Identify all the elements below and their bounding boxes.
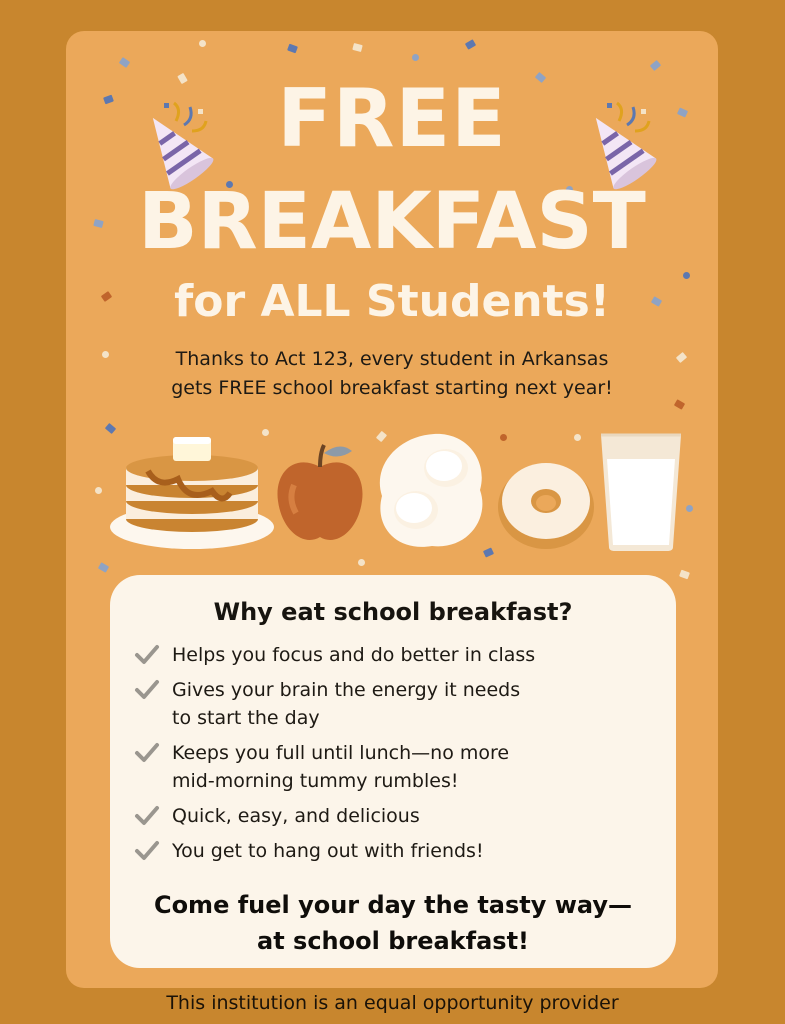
confetti [352, 43, 363, 52]
benefit-text-continued: to start the day [172, 707, 320, 729]
pancakes-icon [108, 431, 278, 556]
benefits-list [134, 641, 654, 872]
confetti-dot [683, 272, 690, 279]
title-free: FREE [277, 72, 507, 165]
confetti [465, 39, 476, 50]
donut-icon [496, 455, 596, 551]
confetti [650, 60, 661, 71]
benefits-panel [110, 575, 676, 968]
check-icon [134, 839, 160, 861]
confetti [98, 562, 109, 573]
closing-line: Come fuel your day the tasty way— [153, 891, 633, 919]
benefit-text-continued: mid-morning tummy rumbles! [172, 770, 459, 792]
intro-line: Thanks to Act 123, every student in Arkansas [175, 348, 609, 370]
benefit-text: Helps you focus and do better in class [172, 644, 536, 666]
confetti-dot [412, 54, 419, 61]
intro-line: gets FREE school breakfast starting next year! [171, 377, 613, 399]
list-item [134, 837, 654, 865]
check-icon [134, 643, 160, 665]
closing-message [120, 887, 666, 959]
confetti-dot [500, 434, 507, 441]
title-breakfast: BREAKFAST [138, 177, 646, 267]
benefits-title: Why eat school breakfast? [213, 598, 573, 626]
list-item [134, 739, 654, 795]
confetti-dot [358, 559, 365, 566]
check-icon [134, 804, 160, 826]
confetti-dot [199, 40, 206, 47]
title-subheading: for ALL Students! [174, 276, 610, 327]
eggs-icon [372, 426, 492, 556]
benefit-text: Gives your brain the energy it needs [172, 679, 521, 701]
benefit-text: Quick, easy, and delicious [172, 805, 420, 827]
benefit-text: You get to hang out with friends! [172, 840, 484, 862]
confetti-dot [686, 505, 693, 512]
confetti-dot [95, 487, 102, 494]
confetti [679, 570, 690, 580]
milk-glass-icon [599, 431, 683, 553]
list-item [134, 802, 654, 830]
apple-icon [272, 439, 368, 549]
benefit-text: Keeps you full until lunch—no more [172, 742, 510, 764]
check-icon [134, 678, 160, 700]
list-item [134, 641, 654, 669]
confetti [119, 57, 130, 68]
intro-text [96, 345, 688, 403]
confetti [287, 44, 298, 54]
flyer-card [66, 31, 718, 988]
closing-line: at school breakfast! [257, 927, 529, 955]
list-item [134, 676, 654, 732]
check-icon [134, 741, 160, 763]
confetti-dot [574, 434, 581, 441]
equal-opportunity-footer: This institution is an equal opportunity provider [166, 992, 619, 1014]
